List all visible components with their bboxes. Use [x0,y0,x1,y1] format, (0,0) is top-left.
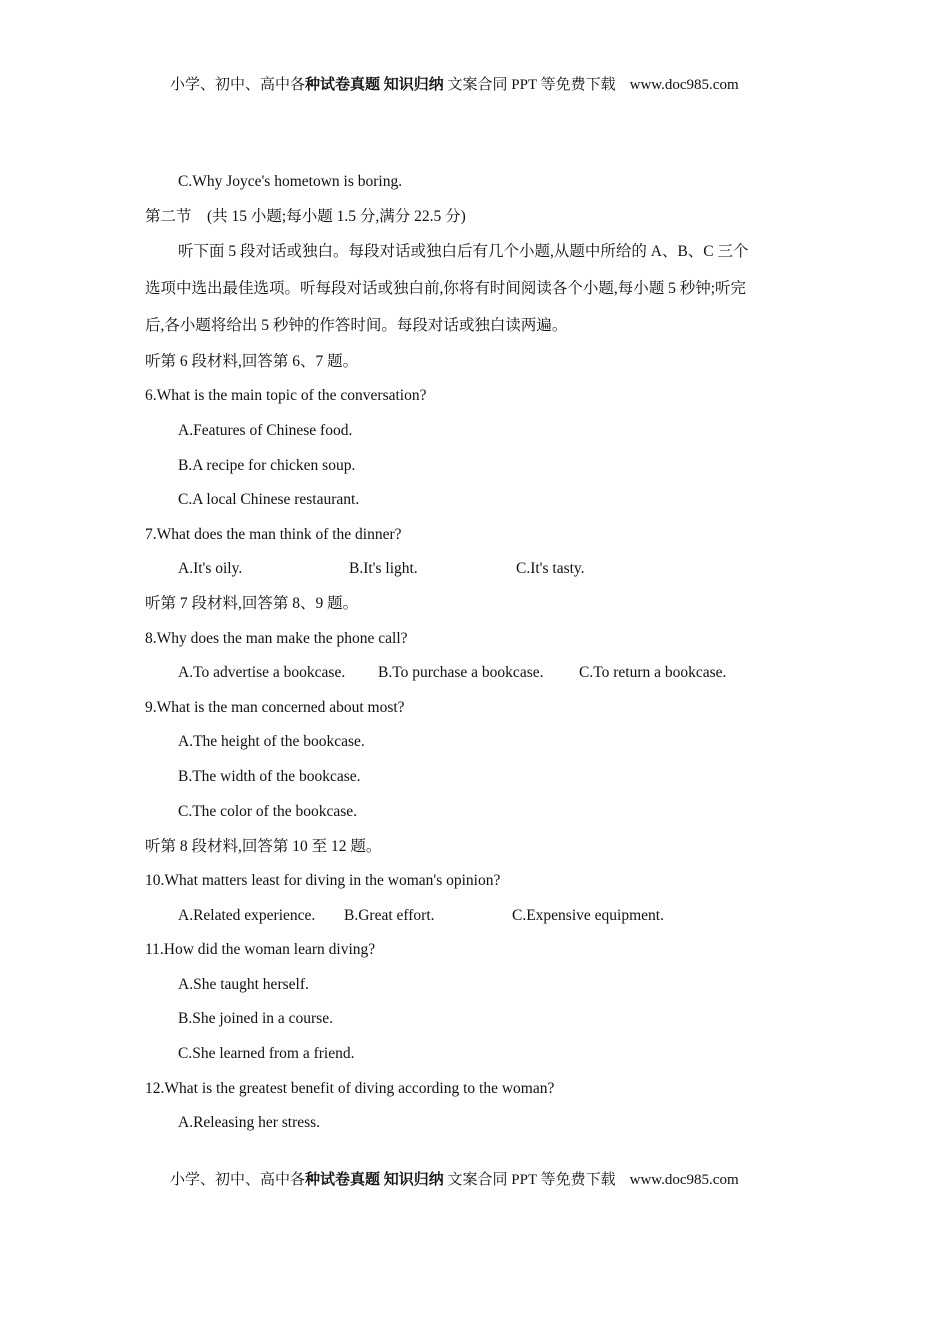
section-title: 第二节 (共 15 小题;每小题 1.5 分,满分 22.5 分) [145,208,466,225]
question-stem: 11.How did the woman learn diving? [145,941,376,958]
question-option: B.A recipe for chicken soup. [178,457,356,474]
header-text-1: 小学、初中、高中各 [170,77,306,93]
question-option: C.The color of the bookcase. [178,803,358,820]
group-heading: 听第 8 段材料,回答第 10 至 12 题。 [145,838,382,855]
question-option: C.She learned from a friend. [178,1045,355,1062]
question-stem: 9.What is the man concerned about most? [145,699,405,716]
footer-text-2: 种试卷真题 [305,1172,381,1188]
header-text-2: 种试卷真题 [305,77,381,93]
instruction-line-1: 听下面 5 段对话或独白。每段对话或独白后有几个小题,从题中所给的 A、B、C 三个 [178,243,749,260]
question-option: A.Features of Chinese food. [178,422,353,439]
group-heading: 听第 6 段材料,回答第 6、7 题。 [145,353,359,370]
page-footer [170,1168,790,1189]
question-stem: 7.What does the man think of the dinner? [145,526,402,543]
question-option: C.A local Chinese restaurant. [178,491,360,508]
question-option: C.To return a bookcase. [579,664,727,681]
footer-text-4: 文案合同 PPT 等免费下载 [443,1172,616,1188]
question-stem: 8.Why does the man make the phone call? [145,630,408,647]
question-option: C.Expensive equipment. [512,907,664,924]
question-option: A.Related experience. [178,907,316,924]
question-option: A.It's oily. [178,560,243,577]
question-option: B.The width of the bookcase. [178,768,361,785]
header-text-4: 文案合同 PPT 等免费下载 [443,77,616,93]
instruction-line-2: 选项中选出最佳选项。听每段对话或独白前,你将有时间阅读各个小题,每小题 5 秒钟;听完 [145,280,747,297]
question-stem: 6.What is the main topic of the conversation? [145,387,427,404]
question-option: A.Releasing her stress. [178,1114,321,1131]
question-option: B.Great effort. [344,907,435,924]
question-option: A.The height of the bookcase. [178,733,365,750]
header-text-3: 知识归纳 [380,77,444,93]
question-stem: 12.What is the greatest benefit of diving according to the woman? [145,1080,555,1097]
footer-url: www.doc985.com [629,1172,739,1188]
header-url: www.doc985.com [629,77,739,93]
group-heading: 听第 7 段材料,回答第 8、9 题。 [145,595,359,612]
question-option: C.It's tasty. [516,560,585,577]
previous-option: C.Why Joyce's hometown is boring. [178,173,403,190]
question-option: B.It's light. [349,560,418,577]
footer-text-3: 知识归纳 [380,1172,444,1188]
question-option: B.To purchase a bookcase. [378,664,544,681]
page-header [170,73,790,94]
question-option: A.She taught herself. [178,976,309,993]
footer-text-1: 小学、初中、高中各 [170,1172,306,1188]
instruction-line-3: 后,各小题将给出 5 秒钟的作答时间。每段对话或独白读两遍。 [145,317,568,334]
question-option: A.To advertise a bookcase. [178,664,346,681]
question-option: B.She joined in a course. [178,1010,333,1027]
question-stem: 10.What matters least for diving in the woman's opinion? [145,872,501,889]
